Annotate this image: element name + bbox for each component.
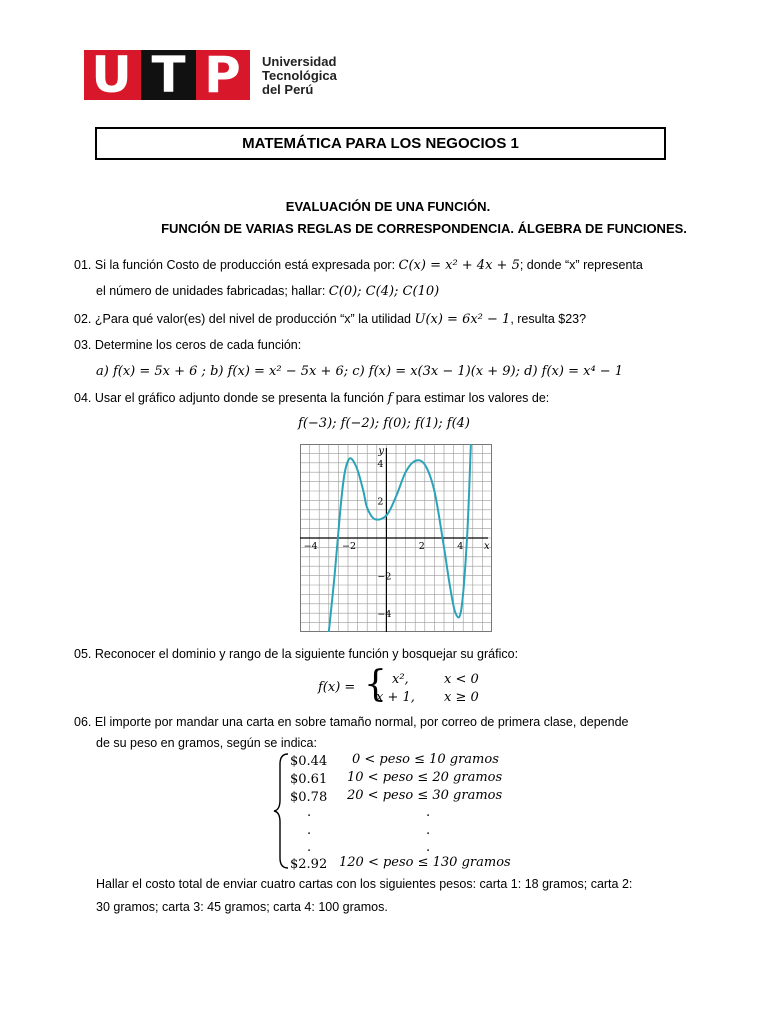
university-name bbox=[262, 55, 337, 97]
problem-03 bbox=[74, 337, 301, 353]
rate-dot: . bbox=[426, 823, 431, 838]
x-tick-label: 2 bbox=[418, 541, 425, 552]
uni-line-1: Universidad bbox=[262, 54, 337, 69]
problem-06-line2 bbox=[96, 735, 317, 751]
problem-text: ¿Para qué valor(es) del nivel de producción “x” la utilidad bbox=[94, 312, 415, 326]
logo-letter-p: P bbox=[204, 46, 241, 104]
problem-text: para estimar los valores de: bbox=[392, 391, 550, 405]
rate-price: $0.61 bbox=[290, 772, 328, 787]
rate-cond: 120 < peso ≤ 130 gramos bbox=[339, 855, 511, 870]
cond-1: x < 0 bbox=[444, 672, 479, 687]
problem-text: Determine los ceros de cada función: bbox=[94, 338, 302, 352]
problem-06-question-1: Hallar el costo total de enviar cuatro cartas con los siguientes pesos: carta 1: 18 gramos; carta 2: bbox=[96, 877, 633, 891]
x-tick-label: 4 bbox=[457, 541, 464, 552]
utp-logo-block bbox=[84, 46, 250, 104]
problem-04 bbox=[74, 390, 549, 407]
course-title: MATEMÁTICA PARA LOS NEGOCIOS 1 bbox=[95, 127, 666, 160]
heading-2: FUNCIÓN DE VARIAS REGLAS DE CORRESPONDENCIA. ÁLGEBRA DE FUNCIONES. bbox=[161, 221, 687, 236]
problem-text: ; donde “x” representa bbox=[519, 258, 643, 272]
problem-06 bbox=[74, 714, 629, 730]
formula: f bbox=[387, 391, 393, 406]
problem-number: 01. bbox=[74, 258, 92, 272]
y-tick-label: 2 bbox=[377, 496, 384, 508]
formula: C(0); C(4); C(10) bbox=[328, 284, 440, 299]
problem-text: de su peso en gramos, según se indica: bbox=[96, 736, 317, 750]
y-tick-label: −4 bbox=[377, 609, 392, 621]
function-graph bbox=[300, 444, 492, 632]
logo-letter-t: T bbox=[141, 50, 196, 100]
rate-dot: . bbox=[307, 840, 312, 855]
rate-price: $2.92 bbox=[290, 857, 328, 872]
case-2: x + 1, bbox=[376, 690, 415, 705]
problem-number: 04. bbox=[74, 391, 92, 405]
rate-dot: . bbox=[426, 805, 431, 820]
x-axis-label: x bbox=[484, 541, 490, 552]
rate-dot: . bbox=[307, 805, 312, 820]
rate-price: $0.44 bbox=[290, 754, 328, 769]
problem-text: Reconocer el dominio y rango de la siguiente función y bosquejar su gráfico: bbox=[94, 647, 519, 661]
problem-text: Si la función Costo de producción está expresada por: bbox=[94, 258, 399, 272]
problem-06-question-2: 30 gramos; carta 3: 45 gramos; carta 4: 100 gramos. bbox=[96, 900, 388, 914]
big-brace bbox=[272, 752, 292, 870]
problem-text: El importe por mandar una carta en sobre tamaño normal, por correo de primera clase, depende bbox=[94, 715, 629, 729]
x-tick-label: −2 bbox=[342, 541, 357, 552]
problem-number: 02. bbox=[74, 312, 92, 326]
uni-line-2: Tecnológica bbox=[262, 68, 337, 83]
problem-01 bbox=[74, 257, 643, 274]
chart-axes bbox=[300, 448, 488, 632]
heading-1: EVALUACIÓN DE UNA FUNCIÓN. bbox=[285, 199, 491, 214]
problem-05 bbox=[74, 646, 518, 662]
rate-cond: 10 < peso ≤ 20 gramos bbox=[347, 770, 503, 785]
rate-dot: . bbox=[426, 840, 431, 855]
problem-text: Usar el gráfico adjunto donde se presenta la función bbox=[94, 391, 388, 405]
rate-dot: . bbox=[307, 823, 312, 838]
problem-02 bbox=[74, 311, 586, 328]
problem-01-line2 bbox=[96, 283, 439, 300]
problem-number: 05. bbox=[74, 647, 92, 661]
problem-text: el número de unidades fabricadas; hallar: bbox=[96, 284, 329, 298]
rate-cond: 0 < peso ≤ 10 gramos bbox=[352, 752, 499, 767]
y-tick-label: −2 bbox=[377, 571, 392, 583]
piecewise-lhs: f(x) = bbox=[318, 680, 356, 695]
chart-ticks bbox=[304, 459, 464, 620]
rate-cond: 20 < peso ≤ 30 gramos bbox=[347, 788, 503, 803]
problem-text: , resulta $23? bbox=[510, 312, 587, 326]
formula: C(x) = x² + 4x + 5 bbox=[398, 258, 520, 273]
problem-number: 03. bbox=[74, 338, 92, 352]
x-tick-label: −4 bbox=[303, 541, 318, 552]
uni-line-3: del Perú bbox=[262, 82, 314, 97]
y-axis-label: y bbox=[378, 446, 385, 457]
problem-04-evals: f(−3); f(−2); f(0); f(1); f(4) bbox=[298, 416, 470, 431]
problem-03-line2 bbox=[96, 363, 623, 380]
formula: a) f(x) = 5x + 6 ; b) f(x) = x² − 5x + 6; c) f(x) = x(3x − 1)(x + 9); d) f(x) = x⁴ − 1 bbox=[96, 364, 624, 379]
problem-number: 06. bbox=[74, 715, 92, 729]
logo-letter-u: U bbox=[91, 46, 132, 104]
rate-price: $0.78 bbox=[290, 790, 328, 805]
case-1: x², bbox=[392, 672, 409, 687]
brace: { bbox=[364, 664, 387, 705]
formula: U(x) = 6x² − 1 bbox=[414, 312, 511, 327]
y-tick-label: 4 bbox=[377, 458, 384, 470]
cond-2: x ≥ 0 bbox=[444, 690, 479, 705]
